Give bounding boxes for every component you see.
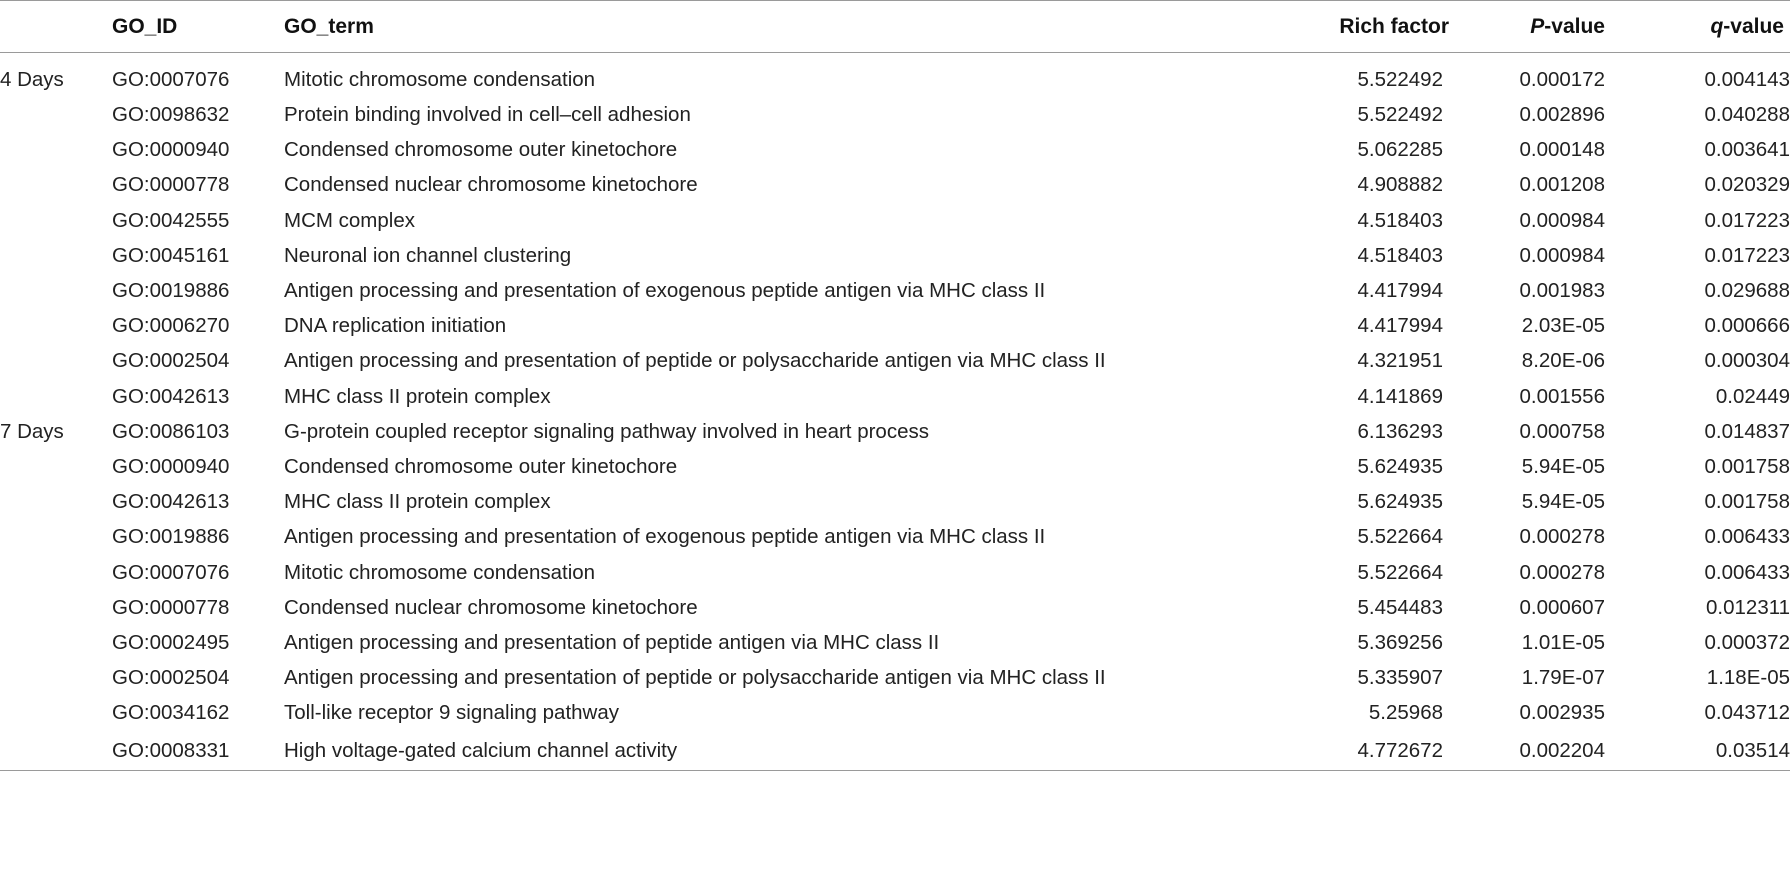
cell-group: [0, 661, 112, 696]
cell-p-value: 5.94E-05: [1521, 454, 1605, 478]
cell-go-term: MCM complex: [284, 208, 415, 232]
header-p-value-symbol: P: [1530, 14, 1545, 38]
cell-go-id: GO:0000778: [112, 595, 230, 619]
header-go-id: GO_ID: [112, 1, 284, 53]
cell-p-value: 0.000607: [1519, 595, 1605, 619]
cell-rich-factor: 4.321951: [1357, 349, 1443, 373]
cell-q-value: 0.012311: [1706, 595, 1790, 619]
cell-group: [0, 520, 112, 555]
cell-rich-factor: 4.417994: [1357, 314, 1443, 338]
cell-rich-factor: 6.136293: [1357, 419, 1443, 443]
cell-q-value: 0.017223: [1704, 208, 1790, 232]
table-row: [0, 661, 1790, 696]
header-q-value-suffix: -value: [1723, 14, 1784, 38]
table-row: [0, 414, 1790, 449]
cell-group: [0, 344, 112, 379]
cell-q-value: 0.006433: [1704, 525, 1790, 549]
cell-p-value: 1.79E-07: [1521, 666, 1605, 690]
cell-group: [0, 555, 112, 590]
cell-go-term: Mitotic chromosome condensation: [284, 560, 596, 584]
cell-rich-factor: 5.522492: [1357, 103, 1443, 127]
cell-q-value: 0.001758: [1704, 490, 1790, 514]
cell-group: [0, 449, 112, 484]
cell-go-term: DNA replication initiation: [284, 314, 507, 338]
cell-rich-factor: 4.417994: [1357, 279, 1443, 303]
cell-p-value: 0.000984: [1519, 208, 1605, 232]
cell-p-value: 0.002204: [1455, 731, 1611, 771]
cell-p-value: 0.002896: [1519, 103, 1605, 127]
table-row: [0, 53, 1790, 98]
cell-go-term: G-protein coupled receptor signaling pathway involved in heart process: [284, 419, 929, 443]
cell-go-id: GO:0042555: [112, 208, 230, 232]
cell-rich-factor: 5.624935: [1357, 490, 1443, 514]
table-row: [0, 309, 1790, 344]
cell-group: [0, 238, 112, 273]
cell-rich-factor: 5.522664: [1357, 525, 1443, 549]
table-row: [0, 731, 1790, 771]
cell-q-value: 0.001758: [1704, 454, 1790, 478]
cell-group: [0, 696, 112, 731]
table-row: [0, 203, 1790, 238]
cell-group: [0, 273, 112, 308]
table-row: [0, 133, 1790, 168]
header-row: [0, 1, 1790, 53]
cell-go-term: Antigen processing and presentation of peptide or polysaccharide antigen via MHC class II: [284, 349, 1106, 373]
cell-p-value: 0.000278: [1519, 525, 1605, 549]
cell-group: [0, 168, 112, 203]
table-row: [0, 379, 1790, 414]
cell-go-id: GO:0007076: [112, 560, 230, 584]
cell-p-value: 0.001208: [1519, 173, 1605, 197]
cell-go-term: Antigen processing and presentation of exogenous peptide antigen via MHC class II: [284, 525, 1046, 549]
table-row: [0, 449, 1790, 484]
cell-q-value: 0.017223: [1704, 243, 1790, 267]
table-body: [0, 53, 1790, 771]
table-row: [0, 485, 1790, 520]
table-row: [0, 344, 1790, 379]
cell-go-id: GO:0002504: [112, 349, 230, 373]
cell-go-id: GO:0042613: [112, 384, 230, 408]
table-row: [0, 168, 1790, 203]
cell-go-id: GO:0042613: [112, 490, 230, 514]
cell-go-id: GO:0000940: [112, 454, 230, 478]
cell-p-value: 0.000172: [1519, 68, 1605, 92]
cell-group: [0, 98, 112, 133]
cell-go-term: High voltage-gated calcium channel activity: [284, 731, 1164, 771]
cell-rich-factor: 4.772672: [1164, 731, 1455, 771]
cell-rich-factor: 4.518403: [1357, 208, 1443, 232]
cell-go-term: Antigen processing and presentation of exogenous peptide antigen via MHC class II: [284, 279, 1046, 303]
cell-group: [0, 379, 112, 414]
cell-go-id: GO:0034162: [112, 701, 230, 725]
cell-p-value: 0.001556: [1519, 384, 1605, 408]
cell-go-id: GO:0045161: [112, 243, 230, 267]
header-q-value: [1611, 1, 1790, 53]
table-row: [0, 625, 1790, 660]
cell-go-id: GO:0019886: [112, 525, 230, 549]
cell-group: [0, 309, 112, 344]
cell-rich-factor: 5.522492: [1357, 68, 1443, 92]
cell-go-id: GO:0000778: [112, 173, 230, 197]
cell-rich-factor: 5.522664: [1357, 560, 1443, 584]
cell-go-id: GO:0008331: [112, 731, 284, 771]
cell-go-term: Antigen processing and presentation of peptide antigen via MHC class II: [284, 630, 940, 654]
table-row: [0, 520, 1790, 555]
cell-q-value: 0.006433: [1704, 560, 1790, 584]
header-p-value-suffix: -value: [1544, 14, 1605, 38]
table-header: [0, 1, 1790, 53]
cell-q-value: 0.040288: [1704, 103, 1790, 127]
cell-rich-factor: 4.141869: [1357, 384, 1443, 408]
cell-q-value: 0.004143: [1704, 68, 1790, 92]
cell-p-value: 0.000148: [1519, 138, 1605, 162]
table-row: [0, 590, 1790, 625]
cell-rich-factor: 5.454483: [1357, 595, 1443, 619]
cell-rich-factor: 4.518403: [1357, 243, 1443, 267]
cell-go-id: GO:0002495: [112, 630, 230, 654]
cell-go-id: GO:0002504: [112, 666, 230, 690]
cell-q-value: 0.000304: [1704, 349, 1790, 373]
cell-rich-factor: 5.335907: [1357, 666, 1443, 690]
cell-group: [0, 625, 112, 660]
cell-q-value: 0.043712: [1704, 701, 1790, 725]
cell-go-term: Neuronal ion channel clustering: [284, 243, 572, 267]
cell-go-id: GO:0086103: [112, 419, 230, 443]
cell-q-value: 0.003641: [1704, 138, 1790, 162]
header-p-value: [1455, 1, 1611, 53]
cell-q-value: 0.029688: [1704, 279, 1790, 303]
cell-p-value: 0.000278: [1519, 560, 1605, 584]
cell-go-term: MHC class II protein complex: [284, 490, 551, 514]
cell-go-term: Condensed chromosome outer kinetochore: [284, 138, 678, 162]
header-go-term: GO_term: [284, 1, 1164, 53]
table-row: [0, 696, 1790, 731]
header-group: [0, 1, 112, 53]
cell-go-term: Condensed nuclear chromosome kinetochore: [284, 173, 698, 197]
cell-go-id: GO:0019886: [112, 279, 230, 303]
cell-go-term: Antigen processing and presentation of peptide or polysaccharide antigen via MHC class II: [284, 666, 1106, 690]
table-row: [0, 238, 1790, 273]
cell-go-id: GO:0007076: [112, 68, 230, 92]
cell-go-id: GO:0098632: [112, 103, 230, 127]
cell-q-value: 0.000666: [1704, 314, 1790, 338]
cell-q-value: 0.02449: [1715, 384, 1790, 408]
cell-rich-factor: 5.624935: [1357, 454, 1443, 478]
cell-go-term: Mitotic chromosome condensation: [284, 68, 596, 92]
cell-group: 7 Days: [0, 419, 64, 443]
cell-go-term: Condensed nuclear chromosome kinetochore: [284, 595, 698, 619]
cell-go-term: Toll-like receptor 9 signaling pathway: [284, 701, 620, 725]
cell-rich-factor: 5.369256: [1357, 630, 1443, 654]
cell-q-value: 0.020329: [1704, 173, 1790, 197]
cell-p-value: 5.94E-05: [1521, 490, 1605, 514]
cell-q-value: 0.03514: [1611, 731, 1790, 771]
table-row: [0, 98, 1790, 133]
table-row: [0, 273, 1790, 308]
cell-q-value: 0.000372: [1704, 630, 1790, 654]
cell-go-id: GO:0006270: [112, 314, 230, 338]
cell-rich-factor: 5.25968: [1368, 701, 1443, 725]
cell-go-term: Condensed chromosome outer kinetochore: [284, 454, 678, 478]
cell-p-value: 2.03E-05: [1521, 314, 1605, 338]
cell-p-value: 1.01E-05: [1521, 630, 1605, 654]
cell-group: [0, 590, 112, 625]
cell-group: 4 Days: [0, 68, 64, 92]
cell-go-term: Protein binding involved in cell–cell adhesion: [284, 103, 691, 127]
cell-group: [0, 133, 112, 168]
cell-rich-factor: 5.062285: [1357, 138, 1443, 162]
table-row: [0, 555, 1790, 590]
cell-group: [0, 485, 112, 520]
cell-go-id: GO:0000940: [112, 138, 230, 162]
cell-p-value: 0.002935: [1519, 701, 1605, 725]
cell-p-value: 8.20E-06: [1521, 349, 1605, 373]
cell-p-value: 0.000984: [1519, 243, 1605, 267]
cell-q-value: 0.014837: [1704, 419, 1790, 443]
cell-rich-factor: 4.908882: [1357, 173, 1443, 197]
cell-p-value: 0.000758: [1519, 419, 1605, 443]
cell-go-term: MHC class II protein complex: [284, 384, 551, 408]
cell-q-value: 1.18E-05: [1706, 666, 1790, 690]
header-q-value-symbol: q: [1710, 14, 1724, 38]
cell-p-value: 0.001983: [1519, 279, 1605, 303]
header-rich-factor: Rich factor: [1164, 1, 1455, 53]
cell-group: [0, 731, 112, 771]
cell-group: [0, 203, 112, 238]
